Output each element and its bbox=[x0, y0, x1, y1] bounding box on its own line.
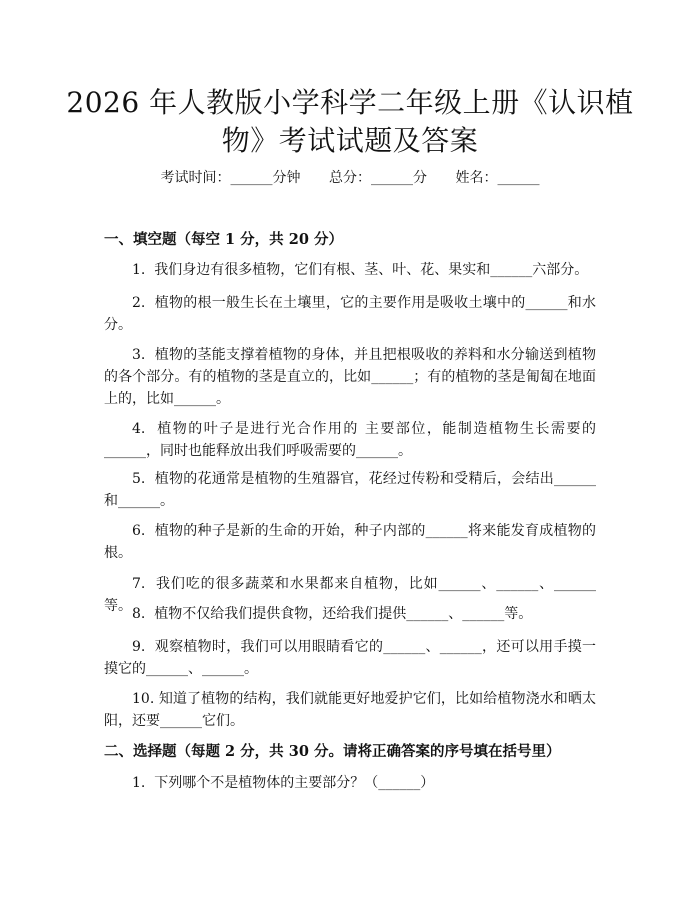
total-score-field: 总分：______分 bbox=[329, 170, 427, 186]
exam-time-field: 考试时间：______分钟 bbox=[160, 170, 301, 186]
fill-question-6: 6. 植物的种子是新的生命的开始，种子内部的______将来能发育成植物的根。 bbox=[104, 523, 596, 561]
fill-question-4: 4. 植物的叶子是进行光合作用的 主要部位，能制造植物生长需要的______，同时也能释放出我们呼吸需要的______。 bbox=[104, 421, 596, 459]
fill-question-8: 8. 植物不仅给我们提供食物，还给我们提供______、______等。 bbox=[132, 606, 533, 622]
fill-question-3: 3. 植物的茎能支撑着植物的身体，并且把根吸收的养料和水分输送到植物的各个部分。有的植物的茎是直立的，比如______；有的植物的茎是匍匐在地面上的，比如______。 bbox=[104, 347, 596, 407]
fill-question-2: 2. 植物的根一般生长在土壤里，它的主要作用是吸收土壤中的______和水分。 bbox=[104, 295, 596, 333]
fill-question-1: 1. 我们身边有很多植物，它们有根、茎、叶、花、果实和______六部分。 bbox=[132, 262, 589, 278]
fill-question-7: 7. 我们吃的很多蔬菜和水果都来自植物，比如______、______、______等。 bbox=[104, 576, 596, 614]
section-heading-multiple-choice: 二、选择题（每题 2 分，共 30 分。请将正确答案的序号填在括号里） bbox=[104, 743, 561, 760]
student-name-field: 姓名：______ bbox=[455, 170, 540, 186]
section-heading-fill-in: 一、填空题（每空 1 分，共 20 分） bbox=[104, 231, 343, 248]
fill-question-9: 9. 观察植物时，我们可以用眼睛看它的______、______，还可以用手摸一摸它的______、______。 bbox=[104, 639, 596, 677]
fill-question-10: 10. 知道了植物的结构，我们就能更好地爱护它们，比如给植物浇水和晒太阳，还要______它们。 bbox=[104, 691, 596, 729]
fill-question-5: 5. 植物的花通常是植物的生殖器官，花经过传粉和受精后，会结出______和______。 bbox=[104, 471, 596, 509]
choice-question-1: 1. 下列哪个不是植物体的主要部分？（______） bbox=[132, 775, 435, 791]
exam-info-line bbox=[0, 168, 700, 188]
page-title: 2026 年人教版小学科学二年级上册《认识植物》考试试题及答案 bbox=[66, 86, 634, 157]
